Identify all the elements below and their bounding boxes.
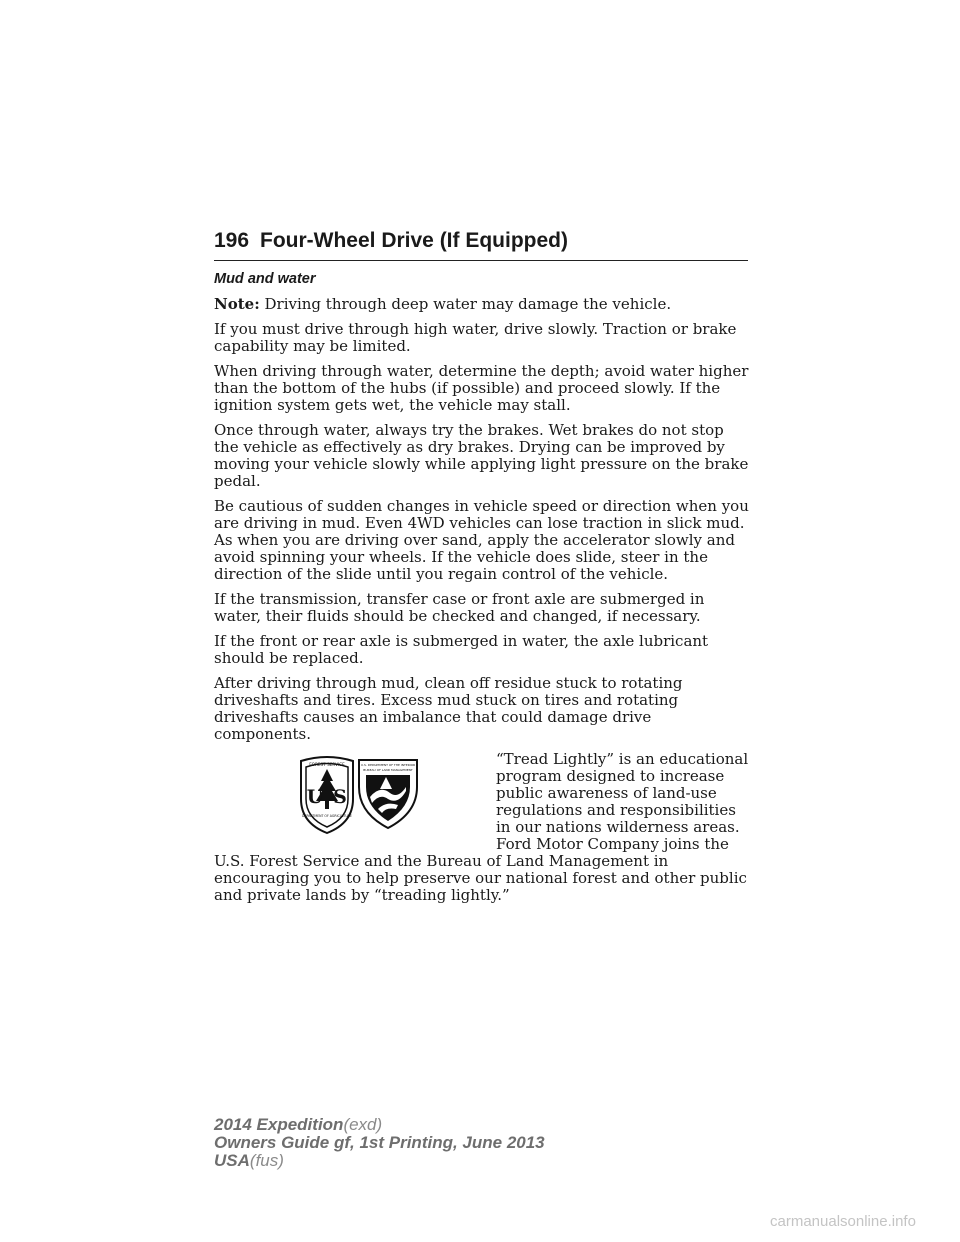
- footer-line-market: [214, 1152, 545, 1170]
- watermark: carmanualsonline.info: [770, 1213, 916, 1230]
- logo-group: [214, 751, 486, 841]
- blm-sub-text: BUREAU OF LAND MANAGEMENT: [363, 768, 413, 772]
- fs-bottom-text: DEPARTMENT OF AGRICULTURE: [302, 814, 352, 818]
- paragraph-submerged-fluids: If the transmission, transfer case or front axle are submerged in water, their fluids should be checked and changed, if necessary.: [214, 590, 705, 625]
- note-paragraph: [214, 296, 750, 313]
- footer-model-code: (exd): [343, 1115, 383, 1134]
- fs-letter-s: S: [333, 786, 347, 808]
- paragraph-mud-driving: Be cautious of sudden changes in vehicle speed or direction when you are driving in mud. Even 4WD vehicles can lose traction in slick mud. As when you are driving over sand, apply the accelerator slowly and avoid spinning your wheels. If the vehicle does slide, steer in the direction of the slide until you regain control of the vehicle.: [214, 497, 749, 583]
- page-number: 196: [214, 229, 250, 252]
- footer-market-code: (fus): [249, 1151, 284, 1170]
- fs-top-text: FOREST SERVICE: [309, 762, 345, 767]
- note-text: Driving through deep water may damage the vehicle.: [259, 295, 672, 313]
- paragraph-clean-residue: After driving through mud, clean off residue stuck to rotating driveshafts and tires. Excess mud stuck on tires and rotating driveshafts causes an imbalance that could damage drive components.: [214, 674, 683, 743]
- chapter-title: Four-Wheel Drive (If Equipped): [260, 229, 568, 252]
- footer-printing: Owners Guide gf, 1st Printing, June 2013: [214, 1133, 545, 1152]
- paragraph-axle-lubricant: If the front or rear axle is submerged in water, the axle lubricant should be replaced.: [214, 632, 709, 667]
- footer-model: 2014 Expedition: [214, 1115, 344, 1134]
- page-footer: [214, 1116, 545, 1170]
- bureau-of-land-management-shield-icon: [356, 757, 420, 831]
- us-forest-service-shield-icon: [298, 755, 356, 835]
- fs-letter-u: U: [306, 786, 324, 808]
- page-content: [214, 271, 750, 912]
- paragraph-high-water: If you must drive through high water, drive slowly. Traction or brake capability may be limited.: [214, 320, 737, 355]
- tread-lightly-paragraph: “Tread Lightly” is an educational program designed to increase public awareness of land-use regulations and responsibilities in our nations wilderness areas. Ford Motor Company joins the U.S. Forest Service and the Bureau of Land Management in encouraging you to help preserve our national forest and other public and private lands by “treading lightly.”: [214, 750, 749, 904]
- note-label: Note:: [214, 295, 260, 313]
- paragraph-wet-brakes: Once through water, always try the brakes. Wet brakes do not stop the vehicle as effectively as dry brakes. Drying can be improved by moving your vehicle slowly while applying light pressure on the brake pedal.: [214, 421, 749, 490]
- section-heading: Mud and water: [214, 271, 316, 287]
- blm-top-text: U.S. DEPARTMENT OF THE INTERIOR: [360, 763, 416, 767]
- footer-line-model: [214, 1116, 545, 1134]
- tread-lightly-block: [214, 751, 750, 904]
- paragraph-water-depth: When driving through water, determine the depth; avoid water higher than the bottom of the hubs (if possible) and proceed slowly. If the ignition system gets wet, the vehicle may stall.: [214, 362, 749, 414]
- page-header: [214, 228, 748, 261]
- footer-line-printing: [214, 1134, 545, 1152]
- footer-market: USA: [214, 1151, 250, 1170]
